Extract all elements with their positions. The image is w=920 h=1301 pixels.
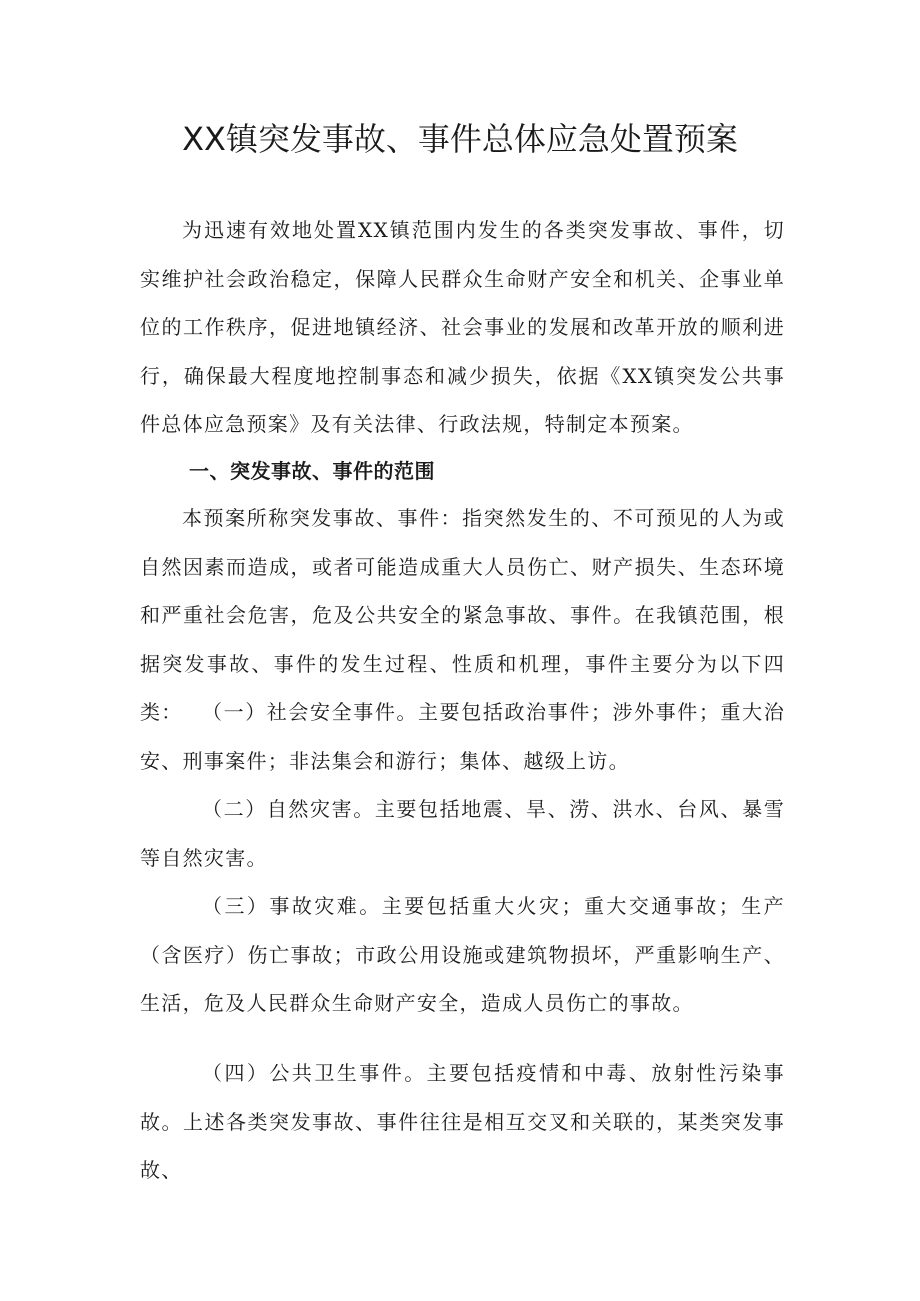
category-public-health: （四）公共卫生事件。主要包括疫情和中毒、放射性污染事故。上述各类突发事故、事件往往是相互交叉和关联的，某类突发事故、 (140, 1061, 785, 1182)
category-accident-disaster: （三）事故灾难。主要包括重大火灾；重大交通事故；生产（含医疗）伤亡事故；市政公用设施或建筑物损坏，严重影响生产、生活，危及人民群众生命财产安全，造成人员伤亡的事故。 (140, 894, 785, 1015)
category-natural-disaster: （二）自然灾害。主要包括地震、旱、涝、洪水、台风、暴雪等自然灾害。 (140, 797, 785, 870)
category-social-security: （一）社会安全事件。主要包括政治事件；涉外事件；重大治安、刑事案件；非法集会和游行；集体、越级上访。 (140, 700, 785, 773)
intro-paragraph: 为迅速有效地处置XX镇范围内发生的各类突发事故、事件，切实维护社会政治稳定，保障人民群众生命财产安全和机关、企事业单位的工作秩序，促进地镇经济、社会事业的发展和改革开放的顺利进行，确保最大程度地控制事态和减少损失，依据《XX镇突发公共事件总体应急预案》及有关法律、行政法规，特制定本预案。 (140, 218, 785, 436)
scope-paragraph: 本预案所称突发事故、事件：指突然发生的、不可预见的人为或自然因素而造成，或者可能造成重大人员伤亡、财产损失、生态环境和严重社会危害，危及公共安全的紧急事故、事件。在我镇范围，根据突发事故、事件的发生过程、性质和机理，事件主要分为以下四类： (140, 506, 785, 724)
section-heading-scope: 一、突发事故、事件的范围 (189, 459, 435, 483)
document-title: XX镇突发事故、事件总体应急处置预案 (182, 120, 738, 158)
